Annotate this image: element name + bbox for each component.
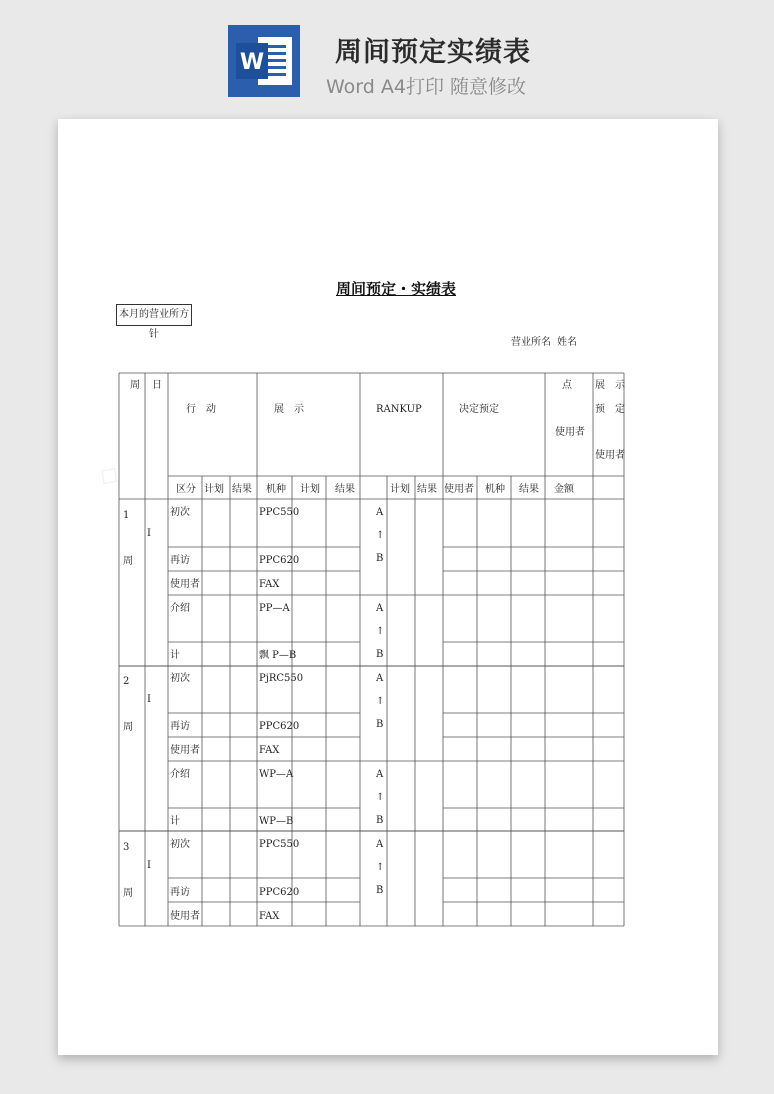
week-label: 周 (123, 888, 133, 899)
watermark: ◇ (93, 456, 127, 494)
day-label: I (147, 694, 151, 705)
row-category: 初次 (170, 839, 190, 850)
rank-marker: ↑ (376, 696, 385, 707)
subheader-cell: 计划 (204, 484, 224, 495)
header-display: 展 示 (274, 404, 304, 415)
row-category: 初次 (170, 673, 190, 684)
row-model: FAX (259, 745, 280, 756)
rank-marker: ↑ (376, 862, 385, 873)
row-category: 初次 (170, 507, 190, 518)
week-label: 周 (123, 722, 133, 733)
header-week: 周 (130, 380, 140, 391)
row-model: PPC620 (259, 721, 300, 732)
subheader-cell: 结果 (519, 484, 539, 495)
rank-marker: A (376, 839, 384, 850)
header-action: 行 动 (186, 404, 216, 415)
header-display-schedule: 展 示 (595, 380, 625, 391)
row-model: FAX (259, 911, 280, 922)
row-category: 再访 (170, 555, 190, 566)
row-model: WP—A (259, 769, 294, 780)
rank-marker: B (376, 719, 384, 730)
row-model: PPC620 (259, 887, 300, 898)
page-subtitle: Word A4打印 随意修改 (326, 76, 527, 98)
header-point-user: 使用者 (555, 427, 585, 438)
row-model: FAX (259, 579, 280, 590)
rank-marker: ↑ (376, 530, 385, 541)
subheader-cell: 结果 (417, 484, 437, 495)
rank-marker: A (376, 769, 384, 780)
rank-marker: A (376, 507, 384, 518)
header-rankup: RANKUP (376, 404, 422, 415)
subheader-cell: 计划 (300, 484, 320, 495)
row-model: PPC550 (259, 839, 300, 850)
subheader-cell: 金额 (554, 484, 574, 495)
row-model: PP—A (259, 603, 290, 614)
week-label: 周 (123, 556, 133, 567)
rank-marker: ↑ (376, 626, 385, 637)
rank-marker: A (376, 603, 384, 614)
rank-marker: B (376, 553, 384, 564)
policy-label-box: 本月的营业所方针 (116, 304, 192, 326)
subheader-cell: 机种 (485, 484, 505, 495)
row-model: WP—B (259, 816, 294, 827)
rank-marker: A (376, 673, 384, 684)
subheader-cell: 区分 (176, 484, 196, 495)
row-model: PPC620 (259, 555, 300, 566)
rank-marker: B (376, 649, 384, 660)
document-title: 周间预定・实绩表 (336, 280, 457, 298)
row-category: 介绍 (170, 603, 190, 614)
subheader-cell: 计划 (390, 484, 410, 495)
row-category: 再访 (170, 721, 190, 732)
office-name-label: 营业所名 (511, 337, 551, 348)
subheader-cell: 结果 (232, 484, 252, 495)
row-category: 再访 (170, 887, 190, 898)
page-title: 周间预定实绩表 (335, 37, 531, 68)
week-number: 2 (123, 676, 130, 687)
rank-marker: ↑ (376, 792, 385, 803)
row-category: 计 (170, 650, 180, 661)
header-point: 点 (562, 380, 572, 391)
rank-marker: B (376, 885, 384, 896)
header-schedule-user: 使用者 (595, 450, 625, 461)
header-schedule: 预 定 (595, 404, 625, 415)
week-number: 3 (123, 842, 130, 853)
row-category: 使用者 (170, 579, 200, 590)
subheader-cell: 结果 (335, 484, 355, 495)
subheader-cell: 机种 (266, 484, 286, 495)
person-name-label: 姓名 (557, 337, 577, 348)
week-number: 1 (123, 510, 130, 521)
row-category: 使用者 (170, 911, 200, 922)
subheader-cell: 使用者 (444, 484, 474, 495)
rank-marker: B (376, 815, 384, 826)
row-category: 使用者 (170, 745, 200, 756)
header-day: 日 (152, 380, 162, 391)
day-label: I (147, 528, 151, 539)
row-model: PPC550 (259, 507, 300, 518)
row-model: 飘 P—B (259, 650, 297, 661)
svg-text:W: W (239, 50, 265, 75)
day-label: I (147, 860, 151, 871)
row-model: PjRC550 (259, 673, 304, 684)
header-decision: 决定预定 (459, 404, 499, 415)
row-category: 介绍 (170, 769, 190, 780)
row-category: 计 (170, 816, 180, 827)
